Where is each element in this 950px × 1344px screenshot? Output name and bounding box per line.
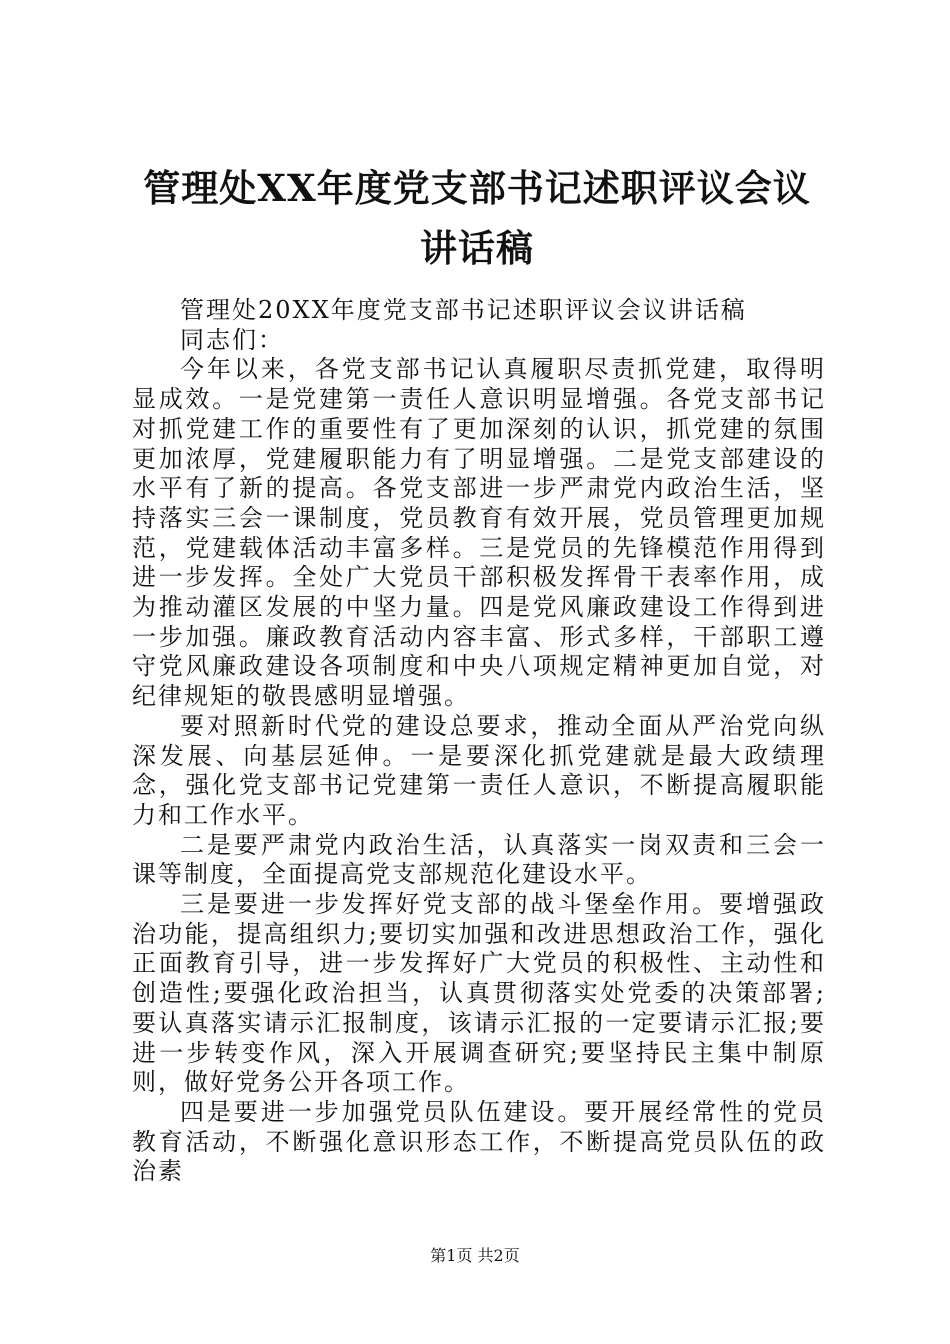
body-paragraph: 今年以来，各党支部书记认真履职尽责抓党建，取得明显成效。一是党建第一责任人意识明显增强。各党支部书记对抓党建工作的重要性有了更加深刻的认识，抓党建的氛围更加浓厚，党建履职能力有了明显增强。二是党支部建设的水平有了新的提高。各党支部进一步严肃党内政治生活，坚持落实三会一课制度，党员教育有效开展，党员管理更加规范，党建载体活动丰富多样。三是党员的先锋模范作用得到进一步发挥。全处广大党员干部积极发挥骨干表率作用，成为推动灌区发展的中坚力量。四是党风廉政建设工作得到进一步加强。廉政教育活动内容丰富、形式多样，干部职工遵守党风廉政建设各项制度和中央八项规定精神更加自觉，对纪律规矩的敬畏感明显增强。 — [132, 355, 826, 711]
document-body — [132, 296, 826, 1187]
body-paragraph: 二是要严肃党内政治生活，认真落实一岗双责和三会一课等制度，全面提高党支部规范化建设水平。 — [132, 830, 826, 889]
document-title: 管理处XX年度党支部书记述职评议会议讲话稿 — [143, 166, 811, 270]
body-paragraph: 三是要进一步发挥好党支部的战斗堡垒作用。要增强政治功能，提高组织力;要切实加强和改进思想政治工作，强化正面教育引导，进一步发挥好广大党员的积极性、主动性和创造性;要强化政治担当，认真贯彻落实处党委的决策部署;要认真落实请示汇报制度，该请示汇报的一定要请示汇报;要进一步转变作风，深入开展调查研究;要坚持民主集中制原则，做好党务公开各项工作。 — [132, 890, 826, 1097]
body-paragraph: 同志们： — [180, 325, 284, 354]
body-paragraph: 要对照新时代党的建设总要求，推动全面从严治党向纵深发展、向基层延伸。一是要深化抓党建就是最大政绩理念，强化党支部书记党建第一责任人意识，不断提高履职能力和工作水平。 — [132, 711, 826, 829]
page-footer: 第1页 共2页 — [430, 1246, 520, 1265]
body-paragraph: 管理处20XX年度党支部书记述职评议会议讲话稿 — [180, 296, 747, 324]
body-paragraph: 四是要进一步加强党员队伍建设。要开展经常性的党员教育活动，不断强化意识形态工作，不断提高党员队伍的政治素 — [132, 1097, 826, 1186]
